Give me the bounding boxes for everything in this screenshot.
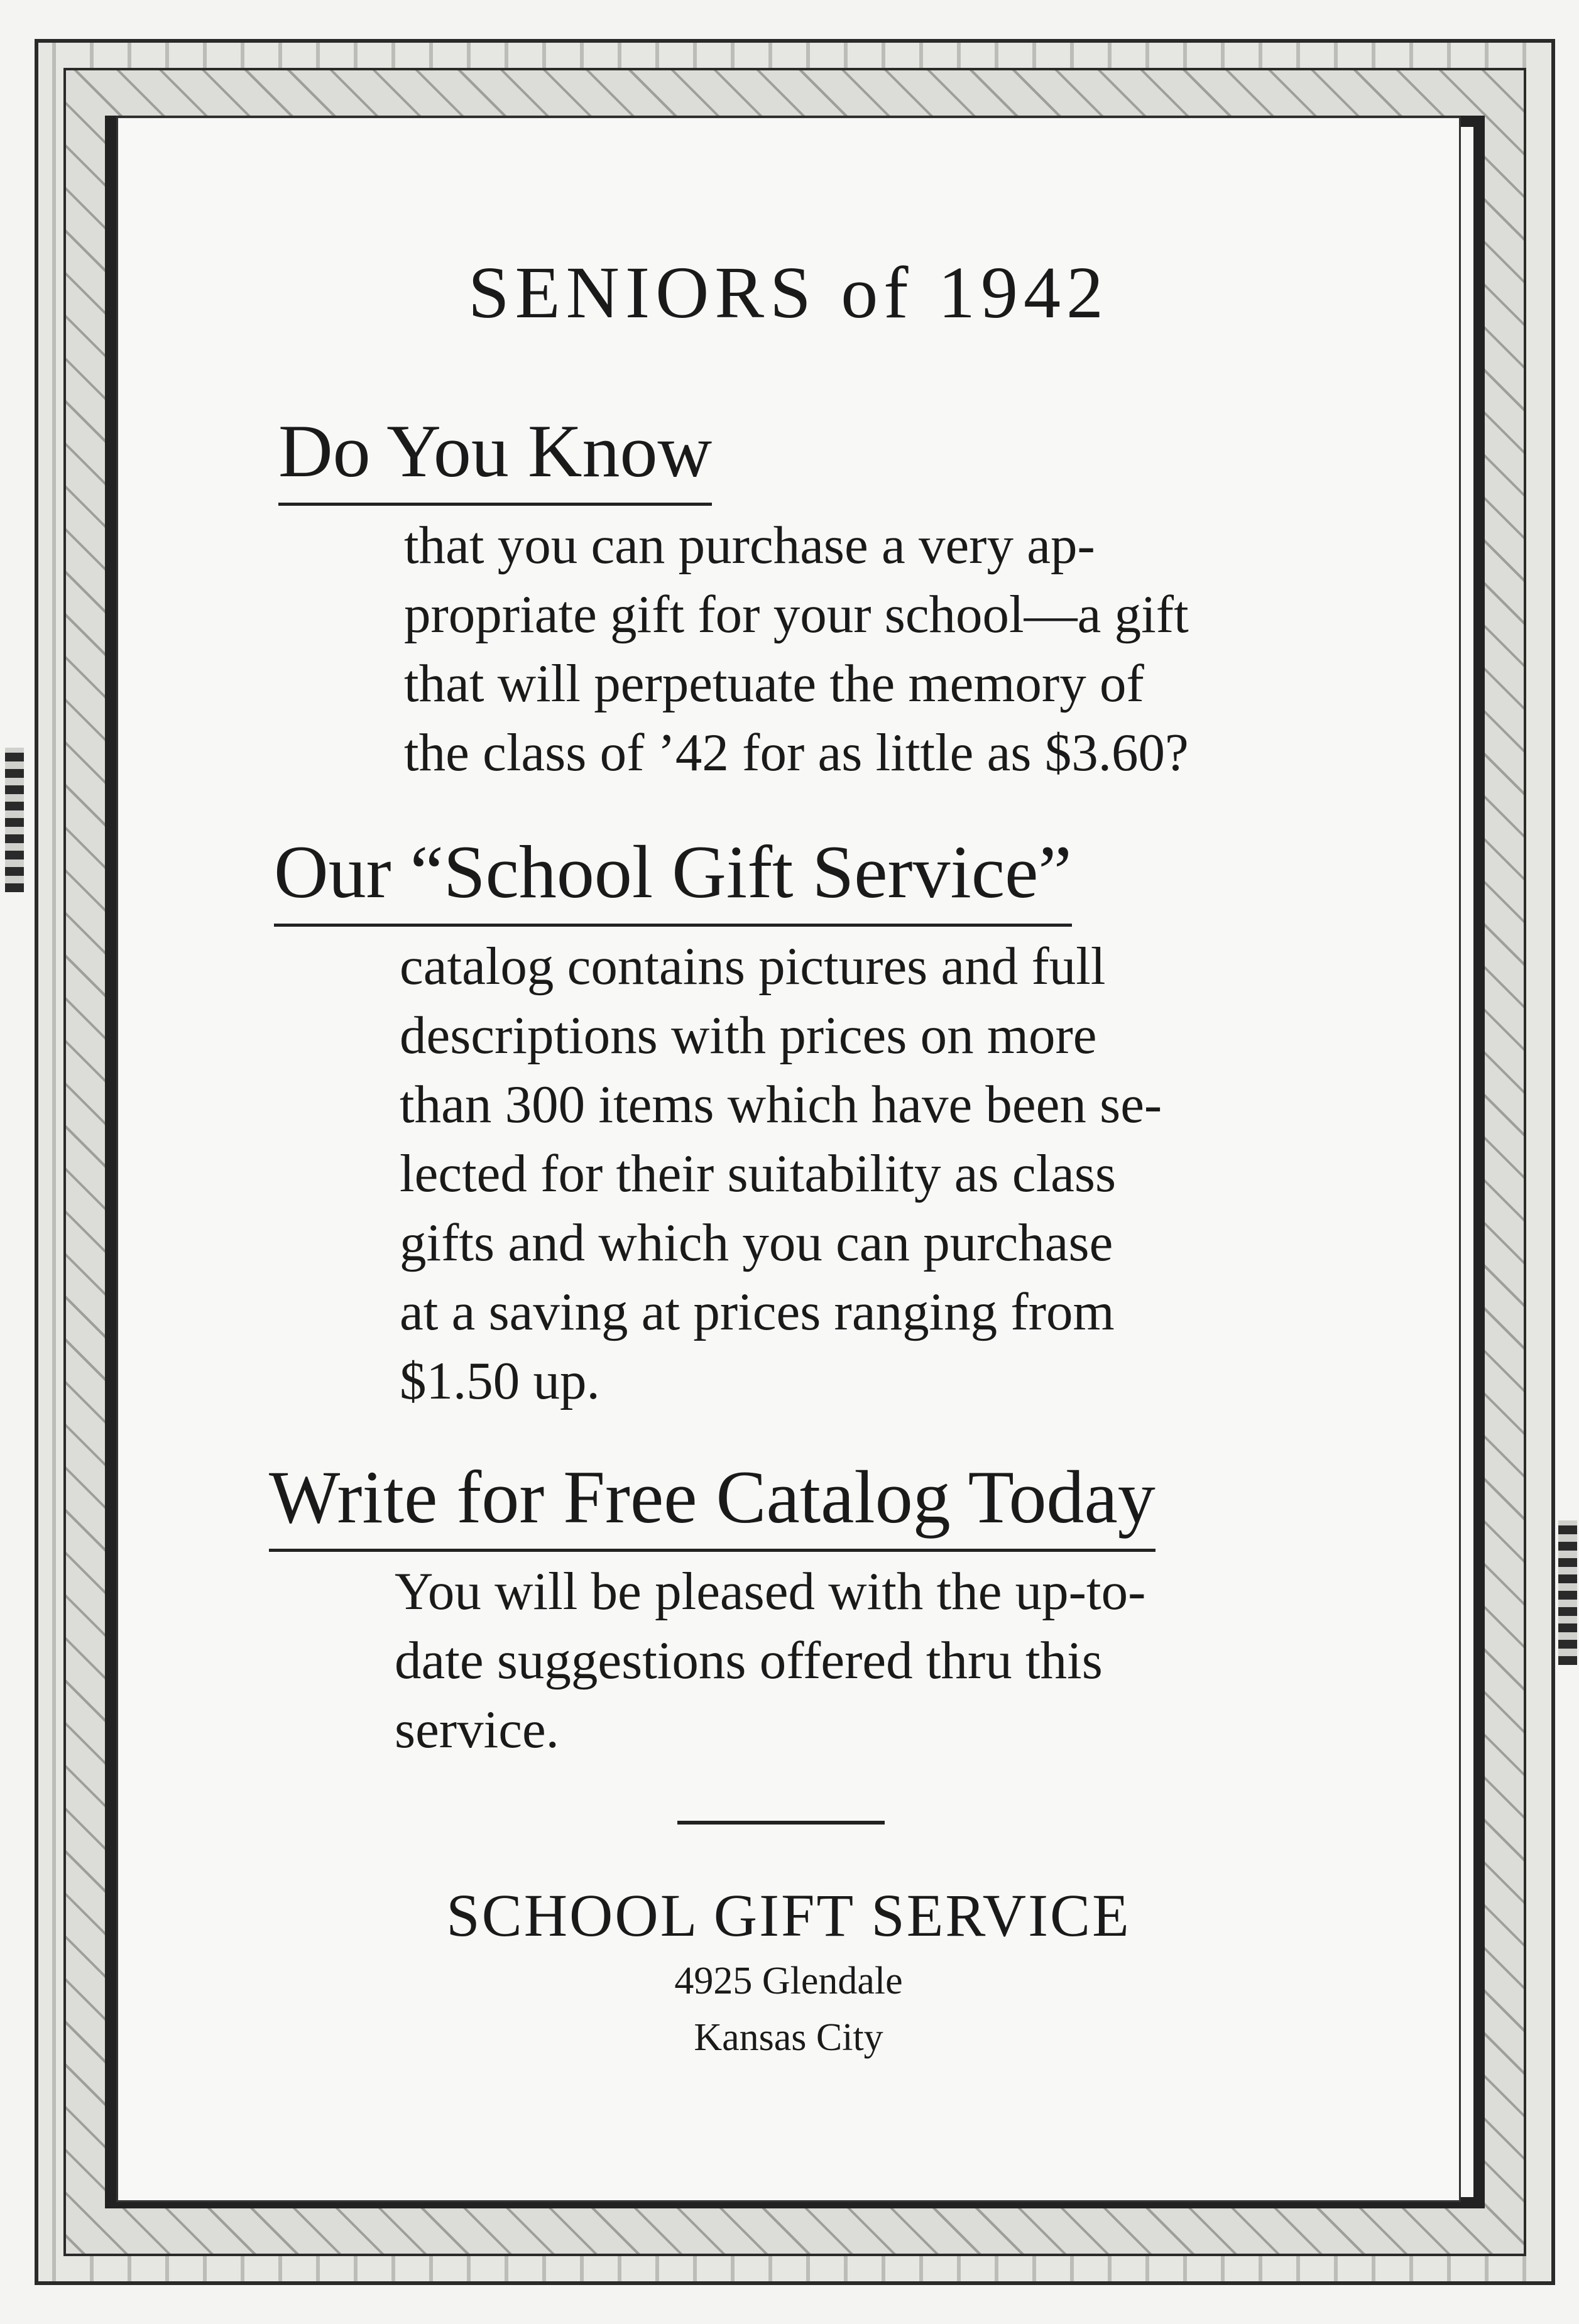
section-body-school-gift-service (400, 932, 1430, 1416)
body-line: the class of ’42 for as little as $3.60? (404, 723, 1189, 782)
body-line: service. (395, 1700, 559, 1759)
body-line: You will be pleased with the up-to- (395, 1562, 1146, 1621)
body-line: $1.50 up. (400, 1351, 600, 1410)
left-edge-ornament (5, 748, 24, 892)
body-line: date suggestions offered thru this (395, 1631, 1103, 1690)
body-line: descriptions with prices on more (400, 1006, 1097, 1065)
body-line: gifts and which you can purchase (400, 1213, 1113, 1272)
address-street: 4925 Glendale (674, 1960, 903, 2002)
body-line: at a saving at prices ranging from (400, 1282, 1115, 1341)
section-body-do-you-know (404, 511, 1441, 787)
body-line: catalog contains pictures and full (400, 937, 1106, 996)
page-title: SENIORS of 1942 (467, 251, 1110, 334)
body-line: lected for their suitability as class (400, 1144, 1117, 1203)
body-line: than 300 items which have been se- (400, 1075, 1162, 1134)
advertisement-panel (116, 116, 1461, 2202)
section-heading-do-you-know: Do You Know (278, 413, 712, 506)
body-line: propriate gift for your school—a gift (404, 585, 1189, 644)
body-line: that you can purchase a very ap- (404, 516, 1095, 575)
section-body-free-catalog (395, 1557, 1431, 1764)
section-heading-school-gift-service: Our “School Gift Service” (274, 834, 1072, 927)
address-city: Kansas City (694, 2016, 883, 2059)
section-heading-free-catalog: Write for Free Catalog Today (269, 1459, 1156, 1552)
body-line: that will perpetuate the memory of (404, 654, 1144, 713)
organization-name: SCHOOL GIFT SERVICE (446, 1882, 1131, 1949)
footer-divider (677, 1821, 885, 1825)
right-edge-ornament (1558, 1520, 1577, 1665)
